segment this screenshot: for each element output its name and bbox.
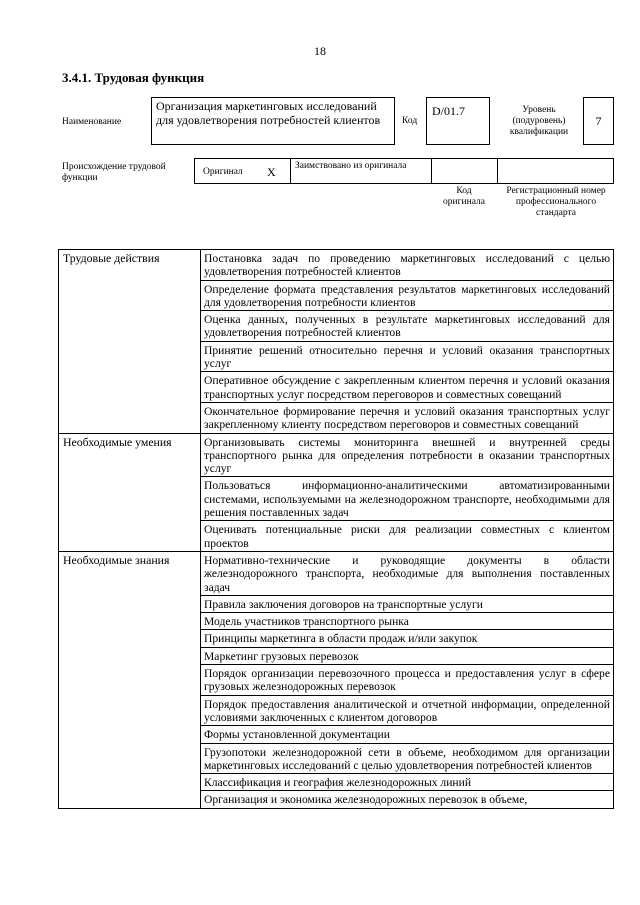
registration-caption: Регистрационный номер профессионального стандарта (506, 186, 606, 218)
code-original-caption: Код оригинала (443, 186, 485, 207)
section-item: Нормативно-технические и руководящие документы в области железнодорожного транспорта, необходимые для выполнения поставленных задач (201, 551, 614, 595)
section-item: Классификация и география железнодорожных линий (201, 774, 614, 791)
original-mark: X (267, 165, 276, 179)
section-item: Порядок предоставления аналитической и отчетной информации, определенной условиями заключенных с клиентом договоров (201, 695, 614, 726)
name-label: Наименование (62, 117, 122, 127)
section-label: Необходимые знания (59, 551, 201, 808)
section-label: Необходимые умения (59, 433, 201, 551)
table-row (59, 551, 614, 595)
function-name: Организация маркетинговых исследований для удовлетворения потребностей клиентов (151, 97, 395, 145)
section-item: Постановка задач по проведению маркетинговых исследований с целью удовлетворения потребностей клиентов (201, 250, 614, 281)
section-item: Модель участников транспортного рынка (201, 613, 614, 630)
table-row (59, 433, 614, 477)
divider (431, 159, 432, 183)
borrowed-label: Заимствовано из оригинала (295, 161, 407, 171)
section-item: Формы установленной документации (201, 726, 614, 743)
qualification-level: 7 (583, 97, 614, 145)
section-item: Оценивать потенциальные риски для реализации совместных с клиентом проектов (201, 521, 614, 552)
origin-grid (194, 158, 614, 184)
origin-label: Происхождение трудовой функции (62, 162, 166, 183)
section-title: 3.4.1. Трудовая функция (62, 70, 205, 85)
section-item: Маркетинг грузовых перевозок (201, 647, 614, 664)
section-item: Грузопотоки железнодорожной сети в объеме, необходимом для организации маркетинговых исследований с целью удовлетворения потребностей клиентов (201, 743, 614, 774)
divider (290, 159, 291, 183)
section-item: Организовывать системы мониторинга внешней и внутренней среды транспортного рынка для определения потребности в оказании транспортных услуг (201, 433, 614, 477)
section-item: Оценка данных, полученных в результате маркетинговых исследований для удовлетворения потребностей клиентов (201, 311, 614, 342)
page-number: 18 (314, 44, 326, 58)
section-label: Трудовые действия (59, 250, 201, 434)
section-item: Принципы маркетинга в области продаж и/или закупок (201, 630, 614, 647)
function-code: D/01.7 (426, 97, 490, 145)
section-item: Определение формата представления результатов маркетинговых исследований для удовлетворения потребности клиентов (201, 280, 614, 311)
table-row (59, 250, 614, 281)
section-item: Принятие решений относительно перечня и условий оказания транспортных услуг (201, 341, 614, 372)
section-item: Правила заключения договоров на транспортные услуги (201, 595, 614, 612)
section-item: Порядок организации перевозочного процесса и предоставления услуг в сфере грузовых железнодорожных перевозок (201, 665, 614, 696)
original-label: Оригинал (203, 167, 243, 177)
level-label: Уровень (подуровень) квалификации (509, 104, 569, 137)
requirements-table (58, 249, 614, 809)
section-item: Оперативное обсуждение с закрепленным клиентом перечня и условий оказания транспортных услуг посредством переговоров и совместных совещаний (201, 372, 614, 403)
section-item: Пользоваться информационно-аналитическими автоматизированными системами, используемыми на железнодорожном транспорте, необходимыми для решения поставленных задач (201, 477, 614, 521)
divider (497, 159, 498, 183)
section-item: Организация и экономика железнодорожных перевозок в объеме, (201, 791, 614, 808)
code-label: Код (402, 116, 418, 126)
section-item: Окончательное формирование перечня и условий оказания транспортных услуг закрепленному клиенту посредством переговоров и совместных совещаний (201, 402, 614, 433)
